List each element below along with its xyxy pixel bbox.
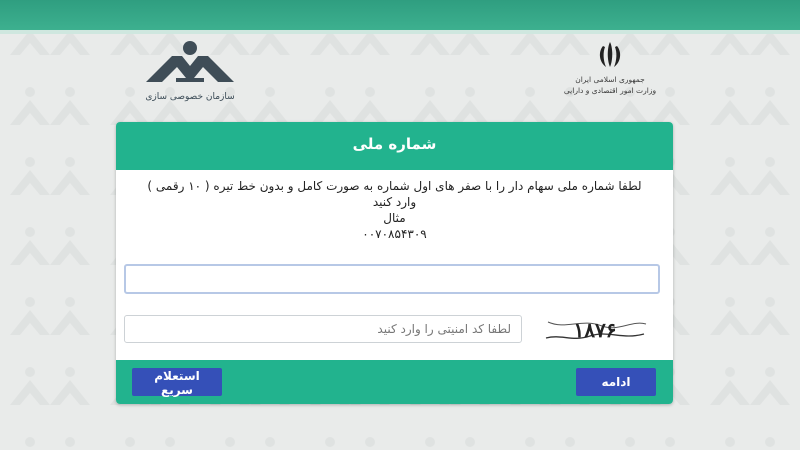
privatization-org-logo bbox=[140, 40, 240, 102]
example-value: ۰۰۷۰۸۵۴۳۰۹ bbox=[362, 227, 427, 241]
form-footer bbox=[116, 360, 673, 404]
form-title: شماره ملی bbox=[116, 122, 673, 170]
ministry-line-country: جمهوری اسلامی ایران bbox=[575, 75, 645, 84]
quick-inquiry-button[interactable]: استعلام سریع bbox=[132, 368, 222, 396]
national-id-input[interactable] bbox=[124, 264, 660, 294]
example-label: مثال bbox=[383, 211, 406, 225]
continue-button[interactable]: ادامه bbox=[576, 368, 656, 396]
captcha-image bbox=[542, 308, 648, 350]
privatization-logo-icon bbox=[142, 40, 238, 86]
iran-emblem-icon bbox=[595, 40, 625, 70]
national-id-form bbox=[116, 122, 673, 404]
instruction-text: لطفا شماره ملی سهام دار را با صفر های اول شماره به صورت کامل و بدون خط تیره ( ۱۰ رقمی ) وارد کنید bbox=[147, 179, 642, 209]
captcha-input[interactable] bbox=[124, 315, 522, 343]
captcha-text: ۱۸۷۶ bbox=[573, 318, 617, 342]
privatization-org-caption: سازمان خصوصی سازی bbox=[145, 92, 235, 102]
ministry-emblem bbox=[555, 40, 665, 102]
instructions bbox=[146, 178, 643, 242]
top-banner bbox=[0, 0, 800, 30]
ministry-line-ministry: وزارت امور اقتصادی و دارایی bbox=[563, 86, 657, 95]
